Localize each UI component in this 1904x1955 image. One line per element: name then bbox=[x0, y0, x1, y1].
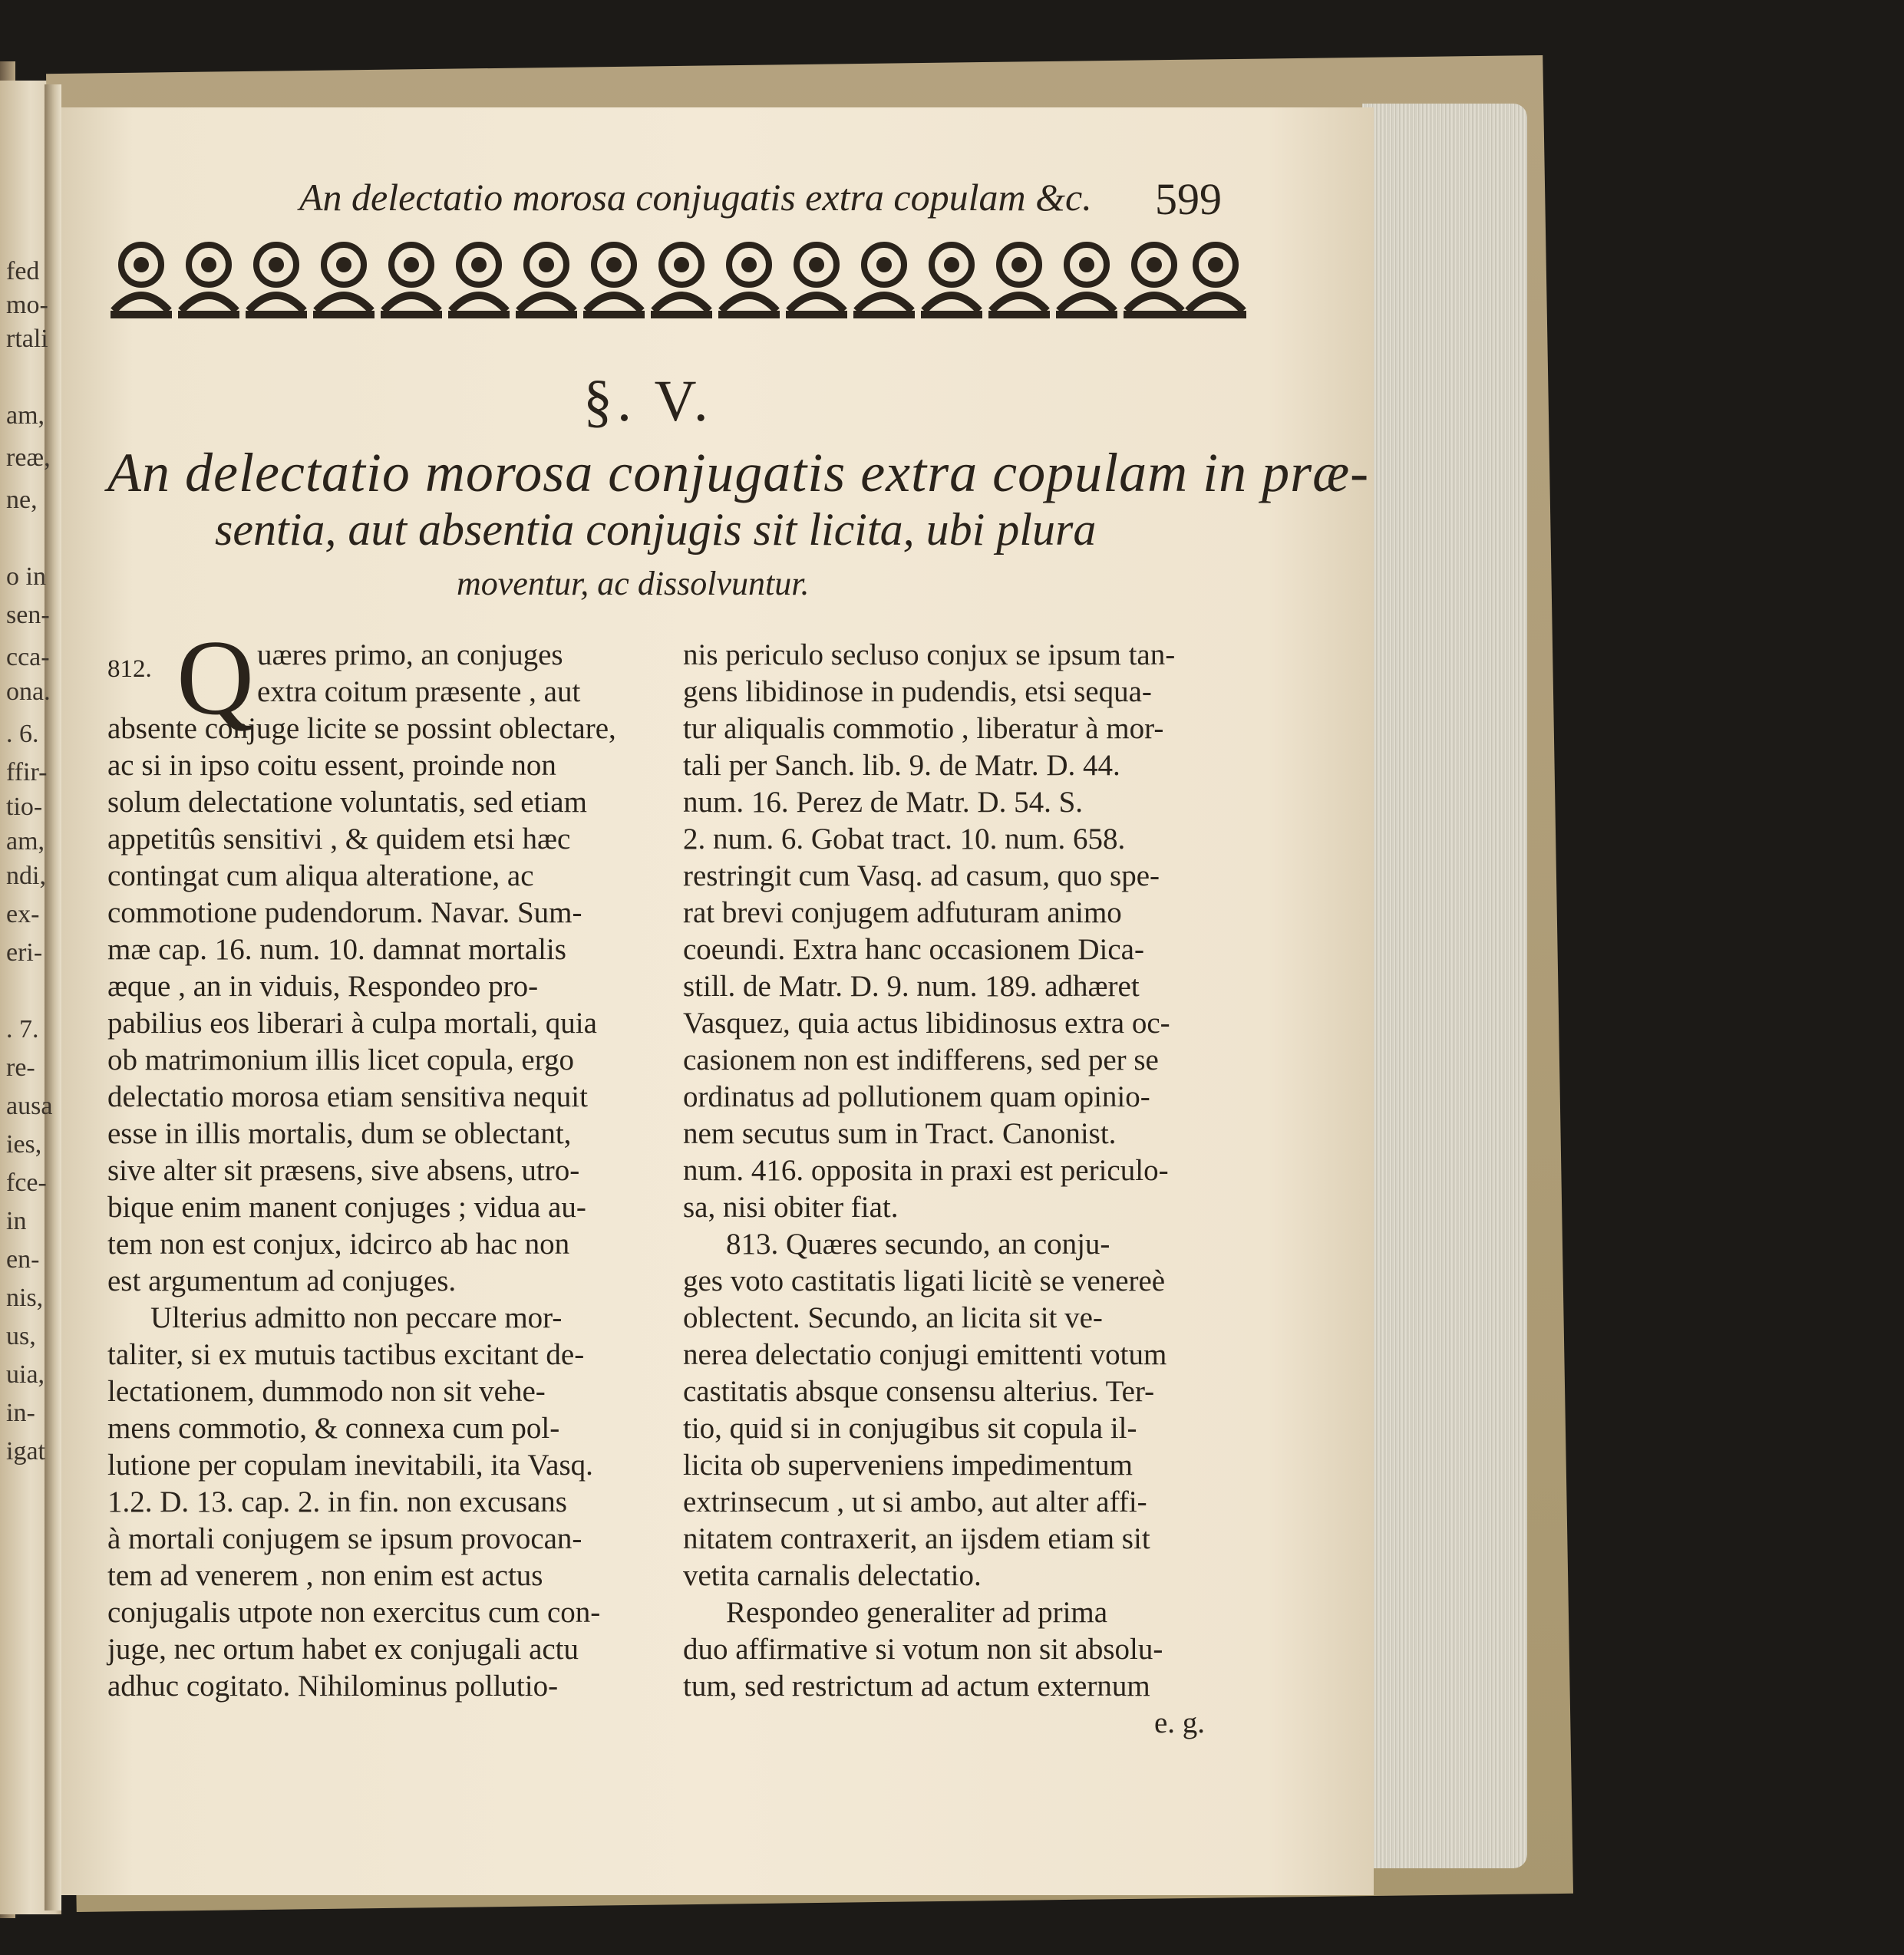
text-line: à mortali conjugem se ipsum provocan- bbox=[107, 1522, 582, 1555]
fragment: . 6. bbox=[6, 720, 39, 748]
text-line: appetitûs sensitivi , & quidem etsi hæc bbox=[107, 823, 571, 856]
text-line: nitatem contraxerit, an ijsdem etiam sit bbox=[683, 1522, 1150, 1555]
fragment: ies, bbox=[6, 1130, 42, 1159]
text-line: bique enim manent conjuges ; vidua au- bbox=[107, 1191, 586, 1224]
fragment: ffir- bbox=[6, 758, 48, 786]
text-line: esse in illis mortalis, dum se oblectant, bbox=[107, 1117, 572, 1150]
section-title-line-3: moventur, ac dissolvuntur. bbox=[457, 565, 810, 602]
left-page-fragments bbox=[0, 0, 61, 1955]
fragment: eri- bbox=[6, 938, 43, 967]
fragment: us, bbox=[6, 1322, 36, 1350]
fragment: ona. bbox=[6, 677, 51, 706]
text-line: 2. num. 6. Gobat tract. 10. num. 658. bbox=[683, 823, 1126, 856]
text-line: tum, sed restrictum ad actum externum bbox=[683, 1670, 1150, 1703]
text-line: mens commotio, & connexa cum pol- bbox=[107, 1412, 560, 1445]
text-line: coeundi. Extra hanc occasionem Dica- bbox=[683, 933, 1144, 966]
text-line: uæres primo, an conjuges bbox=[257, 638, 563, 671]
fragment: ausa bbox=[6, 1092, 53, 1120]
text-line: tio, quid si in conjugibus sit copula il- bbox=[683, 1412, 1137, 1445]
text-line: tali per Sanch. lib. 9. de Matr. D. 44. bbox=[683, 749, 1120, 782]
section-title-line-2: sentia, aut absentia conjugis sit licita, ubi plura bbox=[215, 504, 1097, 555]
text-line: sive alter sit præsens, sive absens, utro- bbox=[107, 1154, 580, 1187]
text-line: mæ cap. 16. num. 10. damnat mortalis bbox=[107, 933, 566, 966]
fragment: o in bbox=[6, 562, 46, 591]
fragment: am, bbox=[6, 827, 45, 856]
section-mark: §. V. bbox=[583, 369, 713, 434]
text-line: gens libidinose in pudendis, etsi sequa- bbox=[683, 675, 1152, 708]
fragment: cca- bbox=[6, 643, 50, 671]
paragraph-number: 812. bbox=[107, 655, 152, 683]
right-text-column bbox=[683, 637, 1236, 1742]
catchword: e. g. bbox=[1153, 1706, 1205, 1739]
text-line: num. 16. Perez de Matr. D. 54. S. bbox=[683, 786, 1084, 819]
text-line: nis periculo secluso conjux se ipsum tan- bbox=[683, 638, 1176, 671]
fragment: uia, bbox=[6, 1360, 45, 1389]
text-line: duo affirmative si votum non sit absolu- bbox=[683, 1633, 1163, 1666]
fragment: mo- bbox=[6, 291, 48, 319]
text-line: 1.2. D. 13. cap. 2. in fin. non excusans bbox=[107, 1485, 567, 1518]
text-line: juge, nec ortum habet ex conjugali actu bbox=[107, 1633, 579, 1666]
text-line: tur aliqualis commotio , liberatur à mor- bbox=[683, 712, 1164, 745]
fragment: rtali bbox=[6, 325, 48, 353]
text-line: num. 416. opposita in praxi est periculo- bbox=[683, 1154, 1169, 1187]
text-line: lectationem, dummodo non sit vehe- bbox=[107, 1375, 546, 1408]
fragment: in- bbox=[6, 1399, 35, 1427]
text-line: nerea delectatio conjugi emittenti votum bbox=[683, 1338, 1167, 1371]
text-line: ac si in ipso coitu essent, proinde non bbox=[107, 749, 556, 782]
text-line: pabilius eos liberari à culpa mortali, quia bbox=[107, 1007, 597, 1040]
fragment: en- bbox=[6, 1245, 40, 1274]
fragment: reæ, bbox=[6, 443, 51, 472]
text-line: lutione per copulam inevitabili, ita Vasq. bbox=[107, 1449, 593, 1482]
fragment: fce- bbox=[6, 1169, 47, 1197]
fragment: nis, bbox=[6, 1284, 44, 1312]
text-line: adhuc cogitato. Nihilominus pollutio- bbox=[107, 1670, 559, 1703]
text-line: licita ob superveniens impedimentum bbox=[683, 1449, 1133, 1482]
drop-cap: Q bbox=[177, 618, 255, 737]
text-line: restringit cum Vasq. ad casum, quo spe- bbox=[683, 859, 1160, 892]
left-text-column bbox=[107, 618, 645, 1705]
text-line: tem non est conjux, idcirco ab hac non bbox=[107, 1228, 570, 1261]
text-line: æque , an in viduis, Respondeo pro- bbox=[107, 970, 539, 1003]
text-line: taliter, si ex mutuis tactibus excitant de- bbox=[107, 1338, 585, 1371]
section-title-line-1: An delectatio morosa conjugatis extra copulam in præ- bbox=[107, 442, 1370, 503]
fragment: ndi, bbox=[6, 862, 46, 890]
text-line: conjugalis utpote non exercitus cum con- bbox=[107, 1596, 601, 1629]
fragment: am, bbox=[6, 401, 45, 430]
text-line: commotione pudendorum. Navar. Sum- bbox=[107, 896, 582, 929]
page-number: 599 bbox=[1155, 174, 1222, 224]
text-line: Vasquez, quia actus libidinosus extra oc- bbox=[683, 1007, 1170, 1040]
text-line: contingat cum aliqua alteratione, ac bbox=[107, 859, 534, 892]
fragment: tio- bbox=[6, 793, 43, 821]
text-line: delectatio morosa etiam sensitiva nequit bbox=[107, 1080, 588, 1113]
page-edges bbox=[1362, 104, 1527, 1868]
text-line: still. de Matr. D. 9. num. 189. adhæret bbox=[683, 970, 1140, 1003]
fragment: fed bbox=[6, 257, 40, 285]
fragment: ne, bbox=[6, 486, 38, 514]
text-line: tem ad venerem , non enim est actus bbox=[107, 1559, 543, 1592]
text-line: solum delectatione voluntatis, sed etiam bbox=[107, 786, 587, 819]
text-line: extrinsecum , ut si ambo, aut alter affi- bbox=[683, 1485, 1147, 1518]
text-line: vetita carnalis delectatio. bbox=[683, 1559, 982, 1592]
fragment: ex- bbox=[6, 900, 40, 928]
text-line: extra coitum præsente , aut bbox=[257, 675, 581, 708]
fragment: in bbox=[6, 1207, 27, 1235]
text-line: sa, nisi obiter fiat. bbox=[683, 1191, 899, 1224]
text-line: castitatis absque consensu alterius. Ter- bbox=[683, 1375, 1155, 1408]
fragment: igat bbox=[6, 1437, 45, 1465]
text-line: Ulterius admitto non peccare mor- bbox=[150, 1301, 563, 1334]
floral-ornament-band bbox=[107, 234, 1251, 322]
text-line: oblectent. Secundo, an licita sit ve- bbox=[683, 1301, 1103, 1334]
text-line: absente conjuge licite se possint oblectare, bbox=[107, 712, 616, 745]
text-line: 813. Quæres secundo, an conju- bbox=[726, 1228, 1110, 1261]
text-line: ges voto castitatis ligati licitè se venereè bbox=[683, 1264, 1166, 1297]
text-line: Respondeo generaliter ad prima bbox=[726, 1596, 1108, 1629]
text-line: casionem non est indifferens, sed per se bbox=[683, 1043, 1159, 1076]
text-line: ordinatus ad pollutionem quam opinio- bbox=[683, 1080, 1150, 1113]
text-line: est argumentum ad conjuges. bbox=[107, 1264, 457, 1297]
text-line: nem secutus sum in Tract. Canonist. bbox=[683, 1117, 1117, 1150]
fragment: sen- bbox=[6, 601, 50, 629]
fragment: . 7. bbox=[6, 1015, 39, 1043]
running-head: An delectatio morosa conjugatis extra copulam &c. bbox=[299, 176, 1092, 219]
text-line: rat brevi conjugem adfuturam animo bbox=[683, 896, 1122, 929]
text-line: ob matrimonium illis licet copula, ergo bbox=[107, 1043, 575, 1076]
fragment: re- bbox=[6, 1053, 35, 1082]
